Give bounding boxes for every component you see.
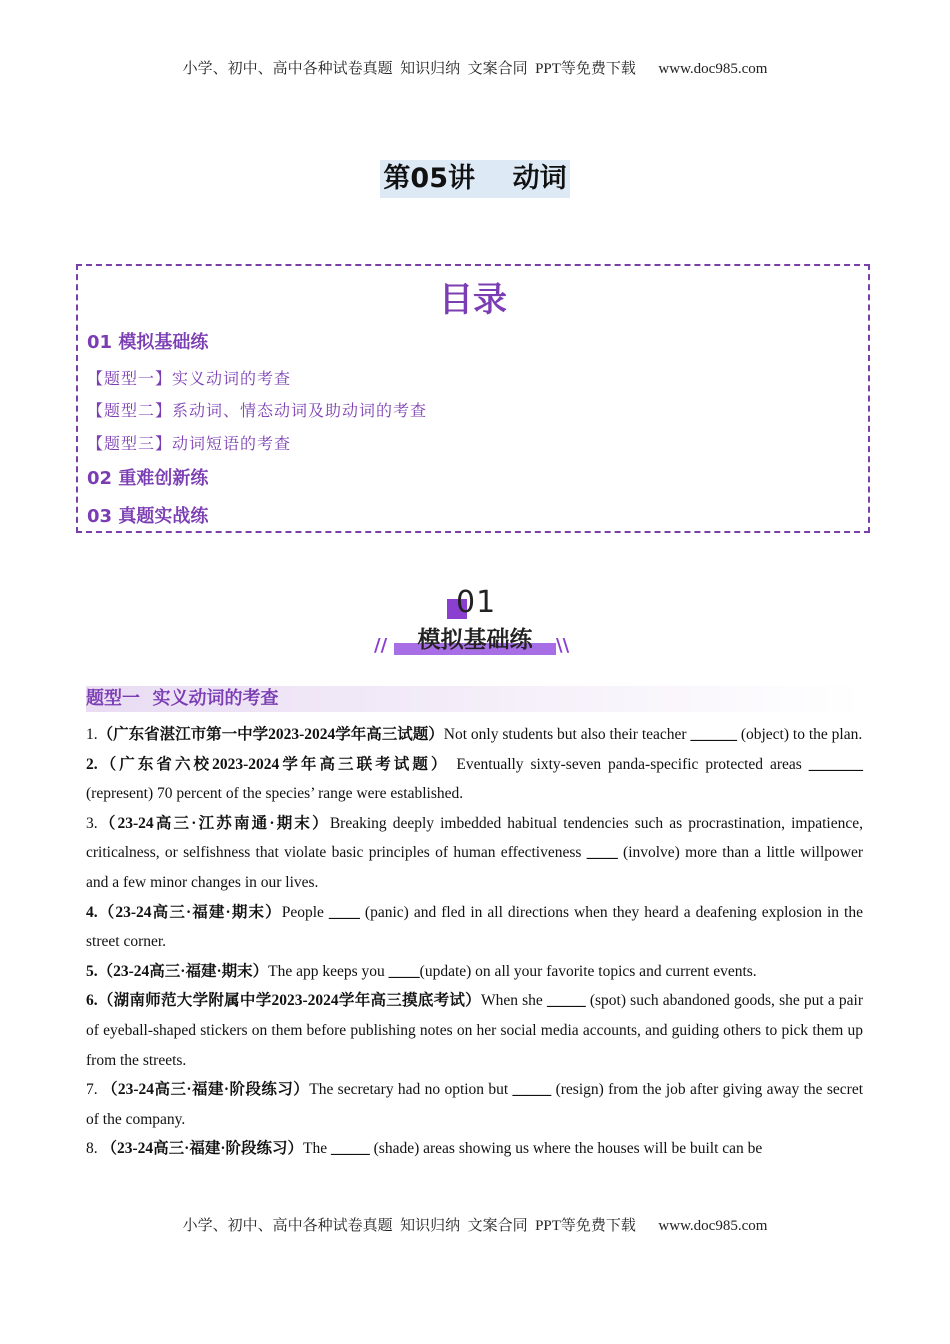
question-text: When she [480,992,547,1010]
banner-number: 01 [456,585,497,620]
toc-item-type-2[interactable]: 【题型二】系动词、情态动词及助动词的考查 [87,401,428,420]
question-text: Not only students but also their teacher [443,726,691,743]
question-7 [86,1075,863,1134]
question-6 [86,986,863,1075]
answer-blank[interactable]: ____ [388,962,420,980]
answer-blank[interactable]: _______ [808,755,863,773]
page-title-text: 第05讲 动词 [380,160,569,198]
toc-item-type-1[interactable]: 【题型一】实义动词的考查 [87,369,292,388]
question-source: （23-24高三·福建·期末） [97,903,282,921]
answer-blank[interactable]: _____ [546,992,586,1010]
question-number: 3. [86,814,98,832]
question-number: 7. [86,1081,98,1099]
question-text: (represent) 70 percent of the species’ range were established. [86,785,464,803]
answer-blank[interactable]: ____ [586,844,618,862]
question-4 [86,898,863,957]
question-3 [86,809,863,898]
page-title [0,160,950,198]
question-2 [86,750,863,809]
banner-left-slash: // [374,635,388,656]
section-heading-text: 题型一 实义动词的考查 [86,688,279,709]
question-text: The secretary had no option but [309,1081,513,1099]
question-number: 6. [86,992,98,1010]
question-text: (spot) such abandoned goods, she put a pair of eyeball-shaped stickers on them before publishing notes on her social media accounts, and guiding others to pick them up from the streets. [86,992,863,1069]
answer-blank[interactable]: ______ [690,726,737,743]
banner-label: 模拟基础练 [417,627,533,653]
toc-item-03[interactable]: 03 真题实战练 [87,506,209,527]
question-source: （广东省六校2023-2024学年高三联考试题） [97,755,450,773]
question-source: （23-24高三·福建·阶段练习） [97,1140,304,1158]
section-banner [370,585,580,665]
question-number: 4. [86,903,98,921]
question-8 [86,1134,863,1164]
question-source: （湖南师范大学附属中学2023-2024学年高三摸底考试） [97,992,481,1010]
question-text: (panic) and fled in all directions when they heard a deafening explosion in the street corner. [86,903,863,951]
question-text: The [303,1140,331,1158]
question-source: （23-24高三·福建·期末） [97,962,269,980]
answer-blank[interactable]: ____ [328,903,360,921]
question-text: (resign) from the job after giving away the secret of the company. [86,1081,864,1128]
question-text: (object) to the plan. [736,726,863,743]
answer-blank[interactable]: _____ [331,1140,370,1158]
question-text: (shade) areas showing us where the houses will be built can be [369,1140,763,1158]
question-text: Eventually sixty-seven panda-specific protected areas [449,755,809,773]
question-text: Breaking deeply imbedded habitual tendencies such as procrastination, impatience, criticalness, or selfishness that violate basic principles of human effectiveness [86,814,863,862]
question-text: The app keeps you [268,962,389,980]
question-text: (update) on all your favorite topics and current events. [419,962,757,980]
question-1 [86,720,863,750]
question-number: 2. [86,755,98,773]
question-number: 8. [86,1140,98,1158]
question-source: （23-24高三·江苏南通·期末） [97,814,330,832]
question-source: （23-24高三·福建·阶段练习） [97,1081,310,1099]
question-list [86,720,863,1164]
question-number: 1. [86,726,98,743]
question-source: （广东省湛江市第一中学2023-2024学年高三试题） [97,726,444,743]
toc-item-02[interactable]: 02 重难创新练 [87,468,209,489]
question-number: 5. [86,962,98,980]
answer-blank[interactable]: _____ [512,1081,552,1099]
question-5 [86,957,863,987]
banner-right-slash: \\ [556,635,570,656]
question-text: People [281,903,329,921]
table-of-contents [76,264,870,533]
page-header: 小学、初中、高中各种试卷真题 知识归纳 文案合同 PPT等免费下载 www.doc985.com [182,61,768,77]
page-footer: 小学、初中、高中各种试卷真题 知识归纳 文案合同 PPT等免费下载 www.doc985.com [182,1218,768,1234]
toc-title: 目录 [439,280,507,320]
toc-item-type-3[interactable]: 【题型三】动词短语的考查 [87,434,292,453]
toc-item-01[interactable]: 01 模拟基础练 [87,332,209,353]
section-heading [86,686,862,712]
question-text: (involve) more than a little willpower and a few minor changes in our lives. [86,844,863,891]
